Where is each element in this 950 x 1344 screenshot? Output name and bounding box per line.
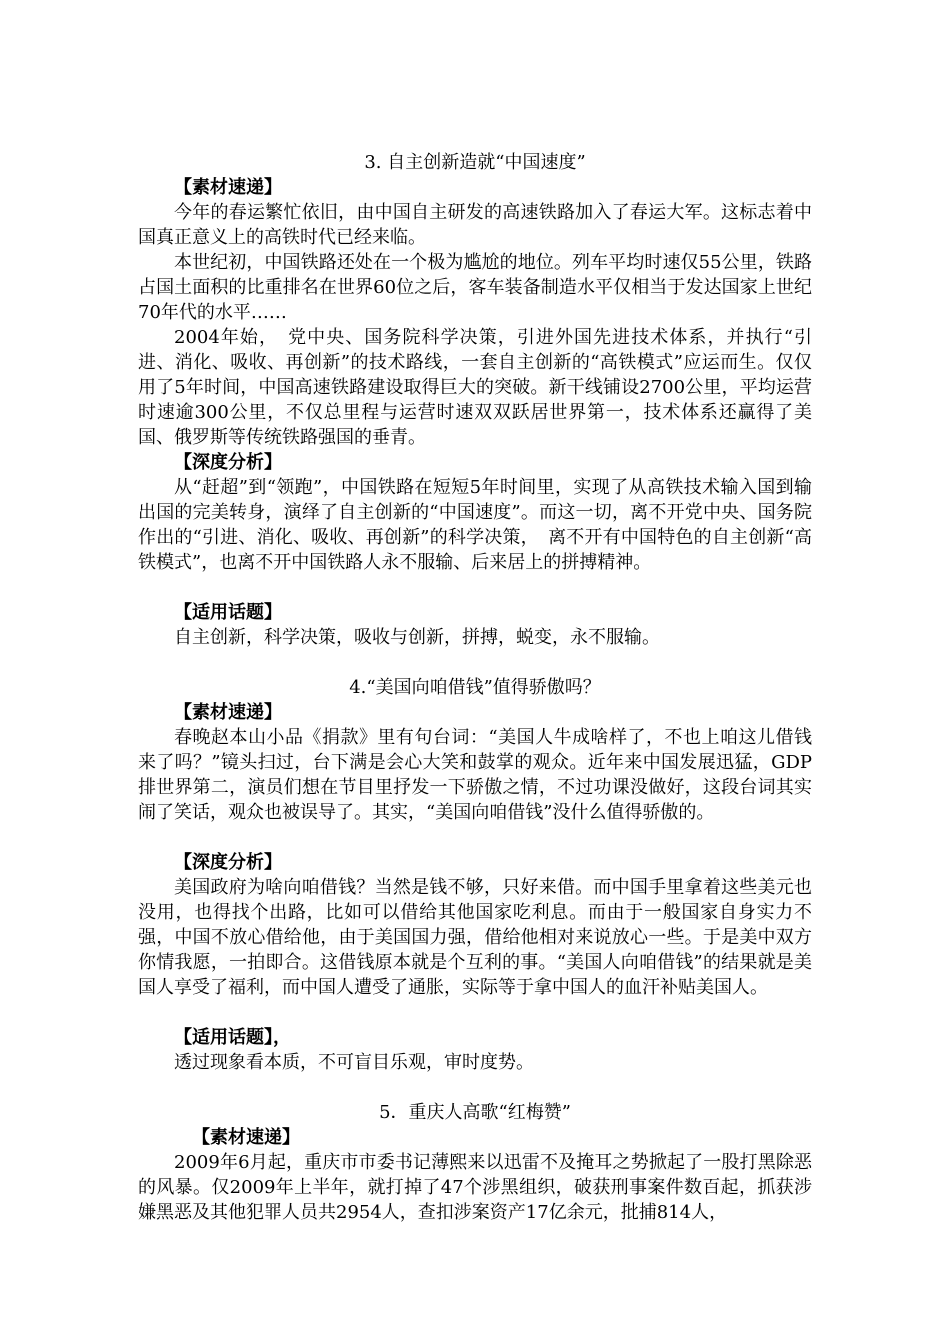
section-5-material: [138, 1150, 812, 1225]
section-4-material: [138, 725, 812, 825]
section-4-material-paragraph-1: 春晚赵本山小品《捐款》里有句台词：“美国人牛成啥样了，不也上咱这儿借钱来了吗？”镜头扫过，台下满是会心大笑和鼓掌的观众。近年来中国发展迅猛，GDP排世界第二，演员们想在节目里抒发一下骄傲之情，不过功课没做好，这段台词其实闹了笑话，观众也被误导了。其实，“美国向咱借钱”没什么值得骄傲的。: [138, 727, 812, 823]
section-3-analysis-paragraph-1: 从“赶超”到“领跑”，中国铁路在短短5年时间里，实现了从高铁技术输入国到输出国的完美转身，演绎了自主创新的“中国速度”。而这一切，离不开党中央、国务院作出的“引进、消化、吸收、再创新”的科学决策， 离不开有中国特色的自主创新“高铁模式”，也离不开中国铁路人永不服输、后来居上的拼搏精神。: [138, 477, 812, 573]
section-3-analysis: [138, 475, 812, 575]
section-3-material-paragraph-3: 2004年始， 党中央、国务院科学决策，引进外国先进技术体系，并执行“引进、消化、吸收、再创新”的技术路线，一套自主创新的“高铁模式”应运而生。仅仅用了5年时间，中国高速铁路建设取得巨大的突破。新干线铺设2700公里，平均运营时速逾300公里，不仅总里程与运营时速双双跃居世界第一，技术体系还赢得了美国、俄罗斯等传统铁路强国的垂青。: [138, 327, 812, 448]
section-3-analysis-label: 【深度分析】: [174, 452, 282, 473]
section-3-topics-label: 【适用话题】: [174, 602, 282, 623]
section-4-topics: [138, 1050, 812, 1075]
section-4-title: 4.“美国向咱借钱”值得骄傲吗？: [349, 677, 601, 698]
section-3-topics-text: 自主创新，科学决策，吸收与创新，拼搏，蜕变，永不服输。: [174, 627, 660, 648]
section-5-material-label: 【素材速递】: [192, 1127, 300, 1148]
section-5-title: 5．重庆人高歌“红梅赞”: [379, 1102, 571, 1123]
section-3-material-paragraph-2: 本世纪初，中国铁路还处在一个极为尴尬的地位。列车平均时速仅55公里，铁路占国土面积的比重排名在世界60位之后，客车装备制造水平仅相当于发达国家上世纪70年代的水平……: [138, 252, 812, 323]
section-3-material: [138, 200, 812, 450]
section-3-material-label: 【素材速递】: [174, 177, 282, 198]
section-4-material-label: 【素材速递】: [174, 702, 282, 723]
section-3-title: 3. 自主创新造就“中国速度”: [364, 152, 586, 173]
section-3-material-paragraph-1: 今年的春运繁忙依旧，由中国自主研发的高速铁路加入了春运大军。这标志着中国真正意义上的高铁时代已经来临。: [138, 202, 812, 248]
section-4-analysis-paragraph-1: 美国政府为啥向咱借钱？当然是钱不够，只好来借。而中国手里拿着这些美元也没用，也得找个出路，比如可以借给其他国家吃利息。而由于一般国家自身实力不强，中国不放心借给他，由于美国国力强，借给他相对来说放心一些。于是美中双方你情我愿，一拍即合。这借钱原本就是个互利的事。“美国人向咱借钱”的结果就是美国人享受了福利，而中国人遭受了通胀，实际等于拿中国人的血汗补贴美国人。: [138, 877, 812, 998]
section-5-material-paragraph-1: 2009年6月起，重庆市市委书记薄熙来以迅雷不及掩耳之势掀起了一股打黑除恶的风暴。仅2009年上半年，就打掉了47个涉黑组织，破获刑事案件数百起，抓获涉嫌黑恶及其他犯罪人员共2954人，查扣涉案资产17亿余元，批捕814人，: [138, 1152, 812, 1223]
section-4-topics-label: 【适用话题】，: [174, 1027, 291, 1048]
section-3-topics: [138, 625, 812, 650]
section-4-topics-text: 透过现象看本质，不可盲目乐观，审时度势。: [174, 1052, 534, 1073]
section-4-analysis: [138, 875, 812, 1000]
section-4-analysis-label: 【深度分析】: [174, 852, 282, 873]
